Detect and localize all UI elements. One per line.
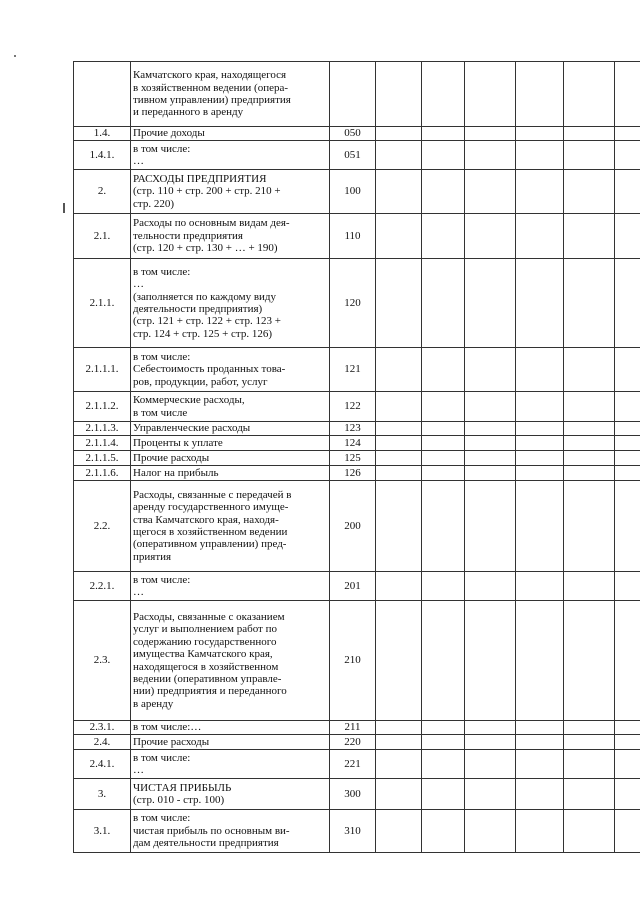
indicator-name-cell: в том числе: … (заполняется по каждому виду деятельности предприятия) (стр. 121 + стр. 122 + стр. 123 + стр. 124 + стр. 125 + стр. 126): [131, 259, 330, 348]
value-cell: [564, 141, 615, 170]
indicator-name-cell: Коммерческие расходы, в том числе: [131, 392, 330, 422]
value-cell: [422, 127, 465, 141]
value-cell: [615, 422, 640, 436]
value-cell: [465, 810, 516, 853]
line-code-cell: 125: [330, 451, 376, 466]
row-number-cell: 2.: [74, 170, 131, 214]
value-cell: [376, 750, 422, 779]
value-cell: [564, 466, 615, 481]
line-code-cell: 211: [330, 721, 376, 735]
value-cell: [516, 436, 564, 451]
indicator-name-cell: в том числе: чистая прибыль по основным ви- дам деятельности предприятия: [131, 810, 330, 853]
value-cell: [465, 170, 516, 214]
value-cell: [376, 62, 422, 127]
line-code-cell: 121: [330, 348, 376, 392]
table-row: [74, 481, 640, 572]
value-cell: [376, 214, 422, 259]
indicator-name-cell: Расходы, связанные с оказанием услуг и выполнением работ по содержанию государственного имущества Камчатского края, находящегося в хозяйственном ведении (оперативном управле- нии) предприятия и переданного в аренду: [131, 601, 330, 721]
value-cell: [615, 735, 640, 750]
indicator-name-cell: в том числе: …: [131, 750, 330, 779]
value-cell: [615, 170, 640, 214]
row-number-cell: 3.: [74, 779, 131, 810]
value-cell: [465, 62, 516, 127]
table-row: [74, 170, 640, 214]
table-row: [74, 721, 640, 735]
row-number-cell: 3.1.: [74, 810, 131, 853]
row-number-cell: 2.3.1.: [74, 721, 131, 735]
value-cell: [376, 601, 422, 721]
value-cell: [564, 170, 615, 214]
value-cell: [376, 127, 422, 141]
indicator-name-cell: Камчатского края, находящегося в хозяйственном ведении (опера- тивном управлении) предприятия и переданного в аренду: [131, 62, 330, 127]
value-cell: [516, 779, 564, 810]
value-cell: [615, 601, 640, 721]
value-cell: [465, 451, 516, 466]
row-number-cell: 2.1.1.: [74, 259, 131, 348]
row-number-cell: 2.1.1.2.: [74, 392, 131, 422]
value-cell: [564, 601, 615, 721]
row-number-cell: 2.4.1.: [74, 750, 131, 779]
value-cell: [376, 721, 422, 735]
table-row: [74, 422, 640, 436]
value-cell: [516, 422, 564, 436]
row-number-cell: 1.4.1.: [74, 141, 131, 170]
value-cell: [465, 348, 516, 392]
value-cell: [465, 436, 516, 451]
line-code-cell: 220: [330, 735, 376, 750]
table-row: [74, 750, 640, 779]
row-number-cell: [74, 62, 131, 127]
value-cell: [465, 481, 516, 572]
line-code-cell: 124: [330, 436, 376, 451]
value-cell: [516, 750, 564, 779]
value-cell: [422, 601, 465, 721]
value-cell: [422, 141, 465, 170]
indicator-name-cell: в том числе: Себестоимость проданных това- ров, продукции, работ, услуг: [131, 348, 330, 392]
table-row: [74, 466, 640, 481]
line-code-cell: 300: [330, 779, 376, 810]
row-number-cell: 2.1.1.1.: [74, 348, 131, 392]
row-number-cell: 2.2.1.: [74, 572, 131, 601]
value-cell: [615, 481, 640, 572]
line-code-cell: 110: [330, 214, 376, 259]
value-cell: [516, 601, 564, 721]
indicator-name-cell: Прочие доходы: [131, 127, 330, 141]
indicator-name-cell: РАСХОДЫ ПРЕДПРИЯТИЯ (стр. 110 + стр. 200 + стр. 210 + стр. 220): [131, 170, 330, 214]
value-cell: [516, 721, 564, 735]
value-cell: [422, 721, 465, 735]
value-cell: [465, 735, 516, 750]
line-code-cell: 122: [330, 392, 376, 422]
value-cell: [516, 62, 564, 127]
value-cell: [615, 466, 640, 481]
line-code-cell: 221: [330, 750, 376, 779]
row-number-cell: 2.1.1.6.: [74, 466, 131, 481]
value-cell: [422, 62, 465, 127]
value-cell: [564, 735, 615, 750]
value-cell: [615, 214, 640, 259]
table-row: [74, 127, 640, 141]
row-number-cell: 2.1.1.4.: [74, 436, 131, 451]
scan-mark: [63, 203, 65, 213]
value-cell: [564, 436, 615, 451]
value-cell: [465, 601, 516, 721]
value-cell: [422, 436, 465, 451]
value-cell: [422, 466, 465, 481]
value-cell: [516, 572, 564, 601]
value-cell: [516, 141, 564, 170]
value-cell: [376, 141, 422, 170]
value-cell: [516, 348, 564, 392]
table-row: [74, 451, 640, 466]
value-cell: [564, 721, 615, 735]
row-number-cell: 2.1.: [74, 214, 131, 259]
value-cell: [422, 572, 465, 601]
indicator-name-cell: в том числе:…: [131, 721, 330, 735]
value-cell: [465, 422, 516, 436]
row-number-cell: 2.1.1.5.: [74, 451, 131, 466]
value-cell: [615, 779, 640, 810]
value-cell: [376, 436, 422, 451]
line-code-cell: 050: [330, 127, 376, 141]
value-cell: [376, 392, 422, 422]
line-code-cell: 120: [330, 259, 376, 348]
indicator-name-cell: Расходы по основным видам дея- тельности предприятия (стр. 120 + стр. 130 + … + 190): [131, 214, 330, 259]
value-cell: [465, 141, 516, 170]
value-cell: [516, 392, 564, 422]
row-number-cell: 2.3.: [74, 601, 131, 721]
value-cell: [465, 259, 516, 348]
indicator-name-cell: Налог на прибыль: [131, 466, 330, 481]
value-cell: [465, 127, 516, 141]
value-cell: [516, 451, 564, 466]
indicator-name-cell: Прочие расходы: [131, 735, 330, 750]
indicator-name-cell: Расходы, связанные с передачей в аренду государственного имуще- ства Камчатского края, находя- щегося в хозяйственном ведении (оперативном управлении) пред- приятия: [131, 481, 330, 572]
value-cell: [516, 214, 564, 259]
indicator-name-cell: в том числе: …: [131, 141, 330, 170]
value-cell: [422, 170, 465, 214]
value-cell: [615, 259, 640, 348]
table-row: [74, 735, 640, 750]
value-cell: [564, 62, 615, 127]
value-cell: [376, 779, 422, 810]
value-cell: [615, 436, 640, 451]
value-cell: [516, 481, 564, 572]
value-cell: [615, 62, 640, 127]
value-cell: [564, 750, 615, 779]
value-cell: [564, 481, 615, 572]
table-row: [74, 601, 640, 721]
value-cell: [615, 451, 640, 466]
line-code-cell: 123: [330, 422, 376, 436]
value-cell: [615, 721, 640, 735]
value-cell: [615, 392, 640, 422]
value-cell: [615, 141, 640, 170]
line-code-cell: 126: [330, 466, 376, 481]
value-cell: [564, 127, 615, 141]
row-number-cell: 2.1.1.3.: [74, 422, 131, 436]
value-cell: [422, 214, 465, 259]
value-cell: [465, 466, 516, 481]
indicator-name-cell: ЧИСТАЯ ПРИБЫЛЬ (стр. 010 - стр. 100): [131, 779, 330, 810]
value-cell: [615, 348, 640, 392]
value-cell: [422, 481, 465, 572]
value-cell: [376, 810, 422, 853]
value-cell: [465, 750, 516, 779]
value-cell: [564, 392, 615, 422]
scan-speck: [14, 55, 16, 57]
value-cell: [422, 348, 465, 392]
value-cell: [376, 481, 422, 572]
line-code-cell: 310: [330, 810, 376, 853]
value-cell: [376, 259, 422, 348]
value-cell: [564, 348, 615, 392]
value-cell: [422, 422, 465, 436]
table-row: [74, 62, 640, 127]
table-row: [74, 572, 640, 601]
line-code-cell: 210: [330, 601, 376, 721]
value-cell: [376, 451, 422, 466]
value-cell: [564, 810, 615, 853]
value-cell: [516, 810, 564, 853]
value-cell: [516, 466, 564, 481]
value-cell: [516, 735, 564, 750]
value-cell: [422, 750, 465, 779]
table-row: [74, 214, 640, 259]
table-row: [74, 810, 640, 853]
value-cell: [376, 735, 422, 750]
value-cell: [516, 259, 564, 348]
value-cell: [376, 466, 422, 481]
table-row: [74, 779, 640, 810]
value-cell: [564, 779, 615, 810]
value-cell: [615, 810, 640, 853]
value-cell: [465, 721, 516, 735]
line-code-cell: 051: [330, 141, 376, 170]
value-cell: [422, 735, 465, 750]
value-cell: [422, 779, 465, 810]
value-cell: [564, 214, 615, 259]
value-cell: [465, 779, 516, 810]
value-cell: [564, 259, 615, 348]
table-body: [74, 62, 640, 853]
value-cell: [564, 422, 615, 436]
value-cell: [422, 259, 465, 348]
financial-report-table: [73, 61, 640, 853]
value-cell: [422, 810, 465, 853]
value-cell: [615, 750, 640, 779]
value-cell: [516, 170, 564, 214]
line-code-cell: [330, 62, 376, 127]
value-cell: [422, 392, 465, 422]
value-cell: [376, 422, 422, 436]
indicator-name-cell: Управленческие расходы: [131, 422, 330, 436]
row-number-cell: 1.4.: [74, 127, 131, 141]
line-code-cell: 200: [330, 481, 376, 572]
value-cell: [615, 572, 640, 601]
value-cell: [465, 214, 516, 259]
value-cell: [376, 348, 422, 392]
line-code-cell: 201: [330, 572, 376, 601]
value-cell: [564, 451, 615, 466]
table-row: [74, 259, 640, 348]
value-cell: [465, 392, 516, 422]
value-cell: [465, 572, 516, 601]
value-cell: [615, 127, 640, 141]
value-cell: [376, 170, 422, 214]
value-cell: [422, 451, 465, 466]
table-row: [74, 392, 640, 422]
value-cell: [376, 572, 422, 601]
indicator-name-cell: в том числе: …: [131, 572, 330, 601]
indicator-name-cell: Прочие расходы: [131, 451, 330, 466]
table-row: [74, 348, 640, 392]
table-row: [74, 436, 640, 451]
row-number-cell: 2.2.: [74, 481, 131, 572]
table-row: [74, 141, 640, 170]
value-cell: [516, 127, 564, 141]
indicator-name-cell: Проценты к уплате: [131, 436, 330, 451]
row-number-cell: 2.4.: [74, 735, 131, 750]
value-cell: [564, 572, 615, 601]
line-code-cell: 100: [330, 170, 376, 214]
